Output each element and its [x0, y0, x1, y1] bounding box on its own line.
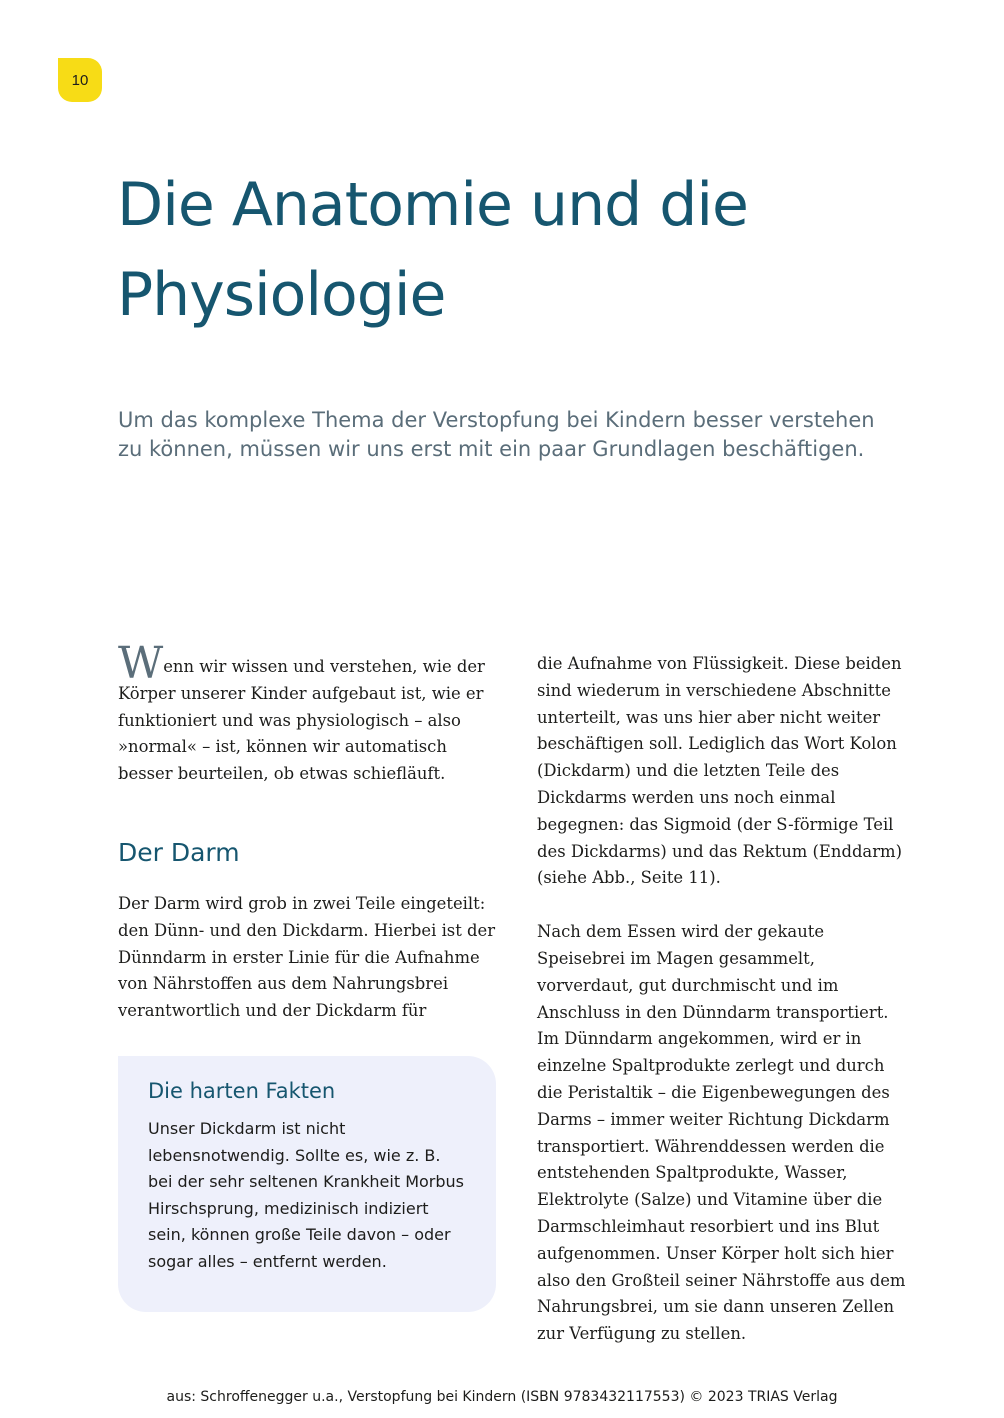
left-column-intro [118, 638, 496, 788]
left-paragraph-1 [118, 638, 496, 788]
page-title: Die Anatomie und die Physiologie [117, 170, 748, 330]
drop-cap: W [118, 638, 164, 689]
section-heading-darm: Der Darm [118, 838, 240, 867]
left-paragraph-1-text: enn wir wissen und verstehen, wie der Körper unserer Kinder aufgebaut ist, wie er funktioniert und was physiologisch – also »normal« – ist, können wir automatisch besser beurteilen, ob etwas schiefläuft. [118, 657, 485, 784]
fact-box-heading: Die harten Fakten [148, 1079, 336, 1103]
fact-box-text: Unser Dickdarm ist nicht lebensnotwendig. Sollte es, wie z. B. bei der sehr seltenen Krankheit Morbus Hirschsprung, medizinisch indiziert sein, können große Teile davon – oder sogar alles – entfernt werden. [148, 1119, 465, 1271]
footer-citation: aus: Schroffenegger u.a., Verstopfung bei Kindern (ISBN 9783432117553) © 2023 TRIAS Verlag [166, 1389, 838, 1405]
right-column [537, 651, 909, 1348]
left-paragraph-2: Der Darm wird grob in zwei Teile eingeteilt: den Dünn- und den Dickdarm. Hierbei ist der Dünndarm in erster Linie für die Aufnahme von Nährstoffen aus dem Nahrungsbrei verantwortlich und der Dickdarm für [118, 894, 496, 1021]
fact-box [118, 1056, 496, 1312]
intro-text: Um das komplexe Thema der Verstopfung bei Kindern besser verstehen zu können, müssen wir uns erst mit ein paar Grundlagen beschäftigen. [118, 408, 875, 461]
page-number: 10 [71, 71, 89, 89]
left-column-body [118, 891, 496, 1025]
right-paragraph-2: Nach dem Essen wird der gekaute Speisebrei im Magen gesammelt, vorverdaut, gut durchmischt und im Anschluss in den Dünndarm transportiert. Im Dünndarm angekommen, wird er in einzelne Spaltprodukte zerlegt und durch die Peristaltik – die Eigenbewegungen des Darms – immer weiter Richtung Dickdarm transportiert. Währenddessen werden die entstehenden Spaltprodukte, Wasser, Elektrolyte (Salze) und Vitamine über die Darmschleimhaut resorbiert und ins Blut aufgenommen. Unser Körper holt sich hier also den Großteil seiner Nährstoffe aus dem Nahrungsbrei, um sie dann unseren Zellen zur Verfügung zu stellen. [537, 922, 906, 1344]
right-paragraph-1: die Aufnahme von Flüssigkeit. Diese beiden sind wiederum in verschiedene Abschnitte unterteilt, was uns hier aber nicht weiter beschäftigen soll. Lediglich das Wort Kolon (Dickdarm) und die letzten Teile des Dickdarms werden uns noch einmal begegnen: das Sigmoid (der S-förmige Teil des Dickdarms) und das Rektum (Enddarm) (siehe Abb., Seite 11). [537, 654, 902, 888]
page-number-badge [58, 58, 102, 102]
